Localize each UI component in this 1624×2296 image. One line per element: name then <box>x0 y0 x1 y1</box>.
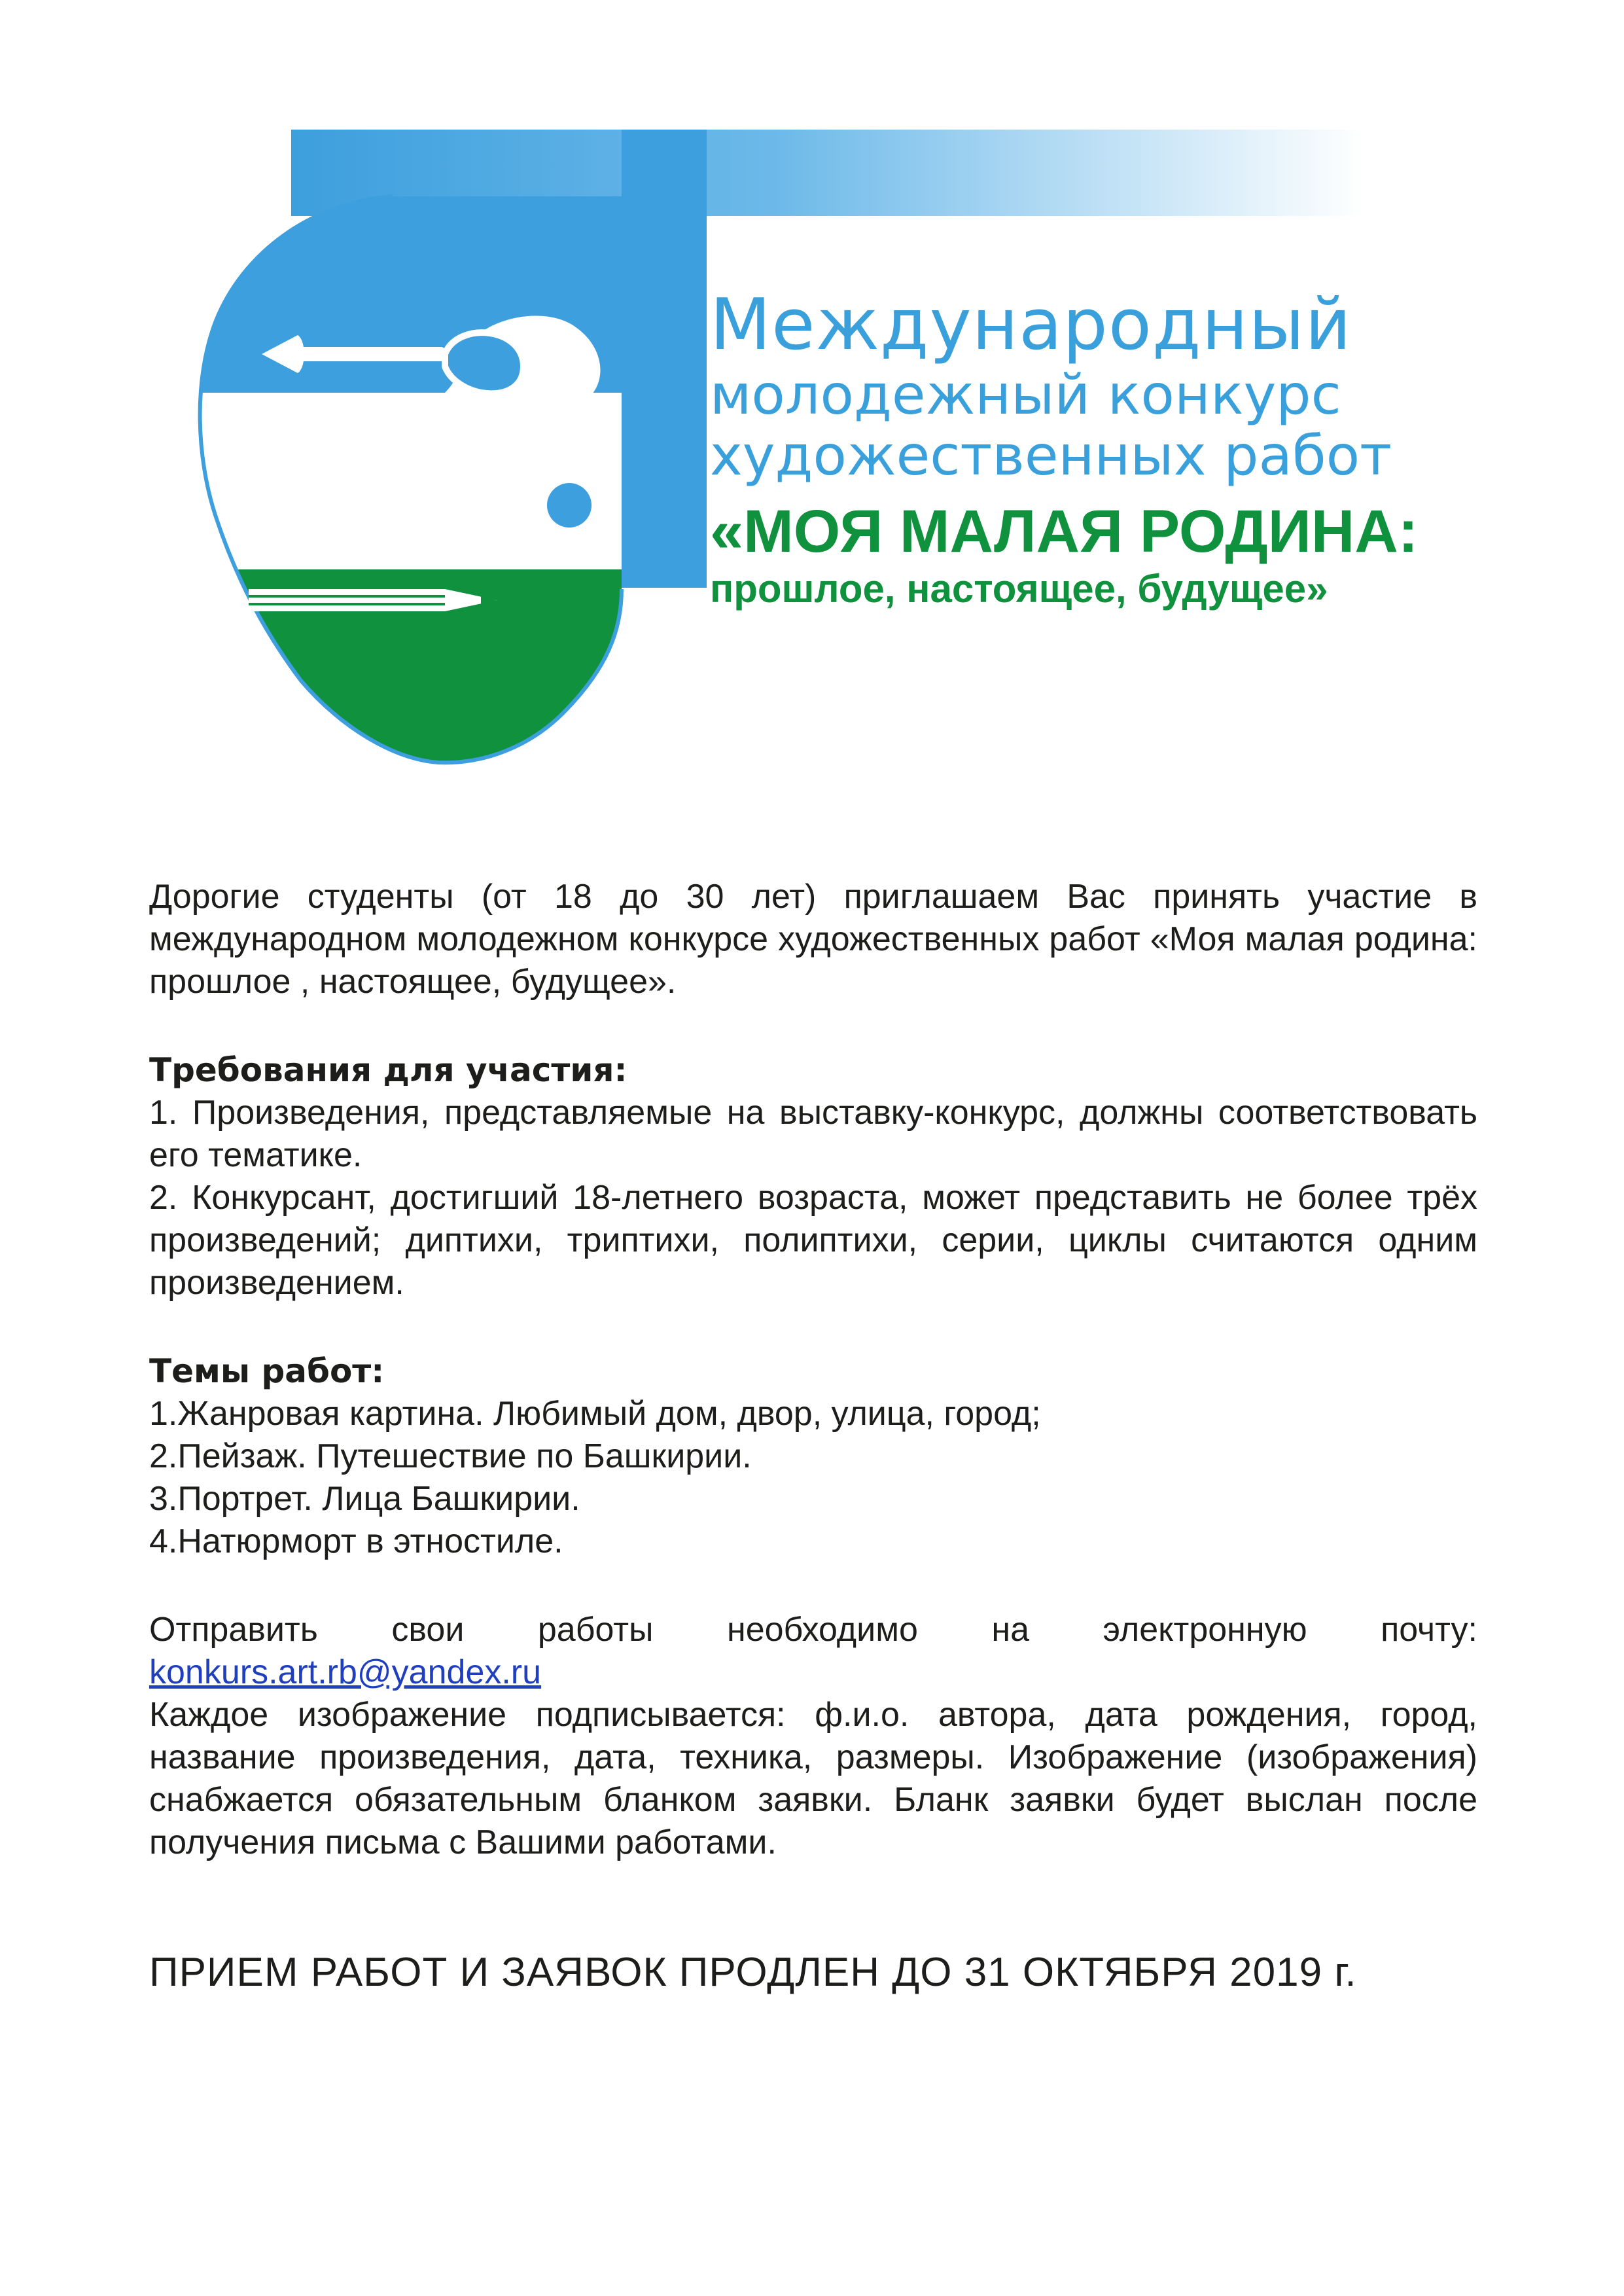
requirement-item-2: 2. Конкурсант, достигший 18-летнего возраста, может представить не более трёх произведений; диптихи, триптихи, полиптихи, серии, циклы считаются одним произведением. <box>149 1179 1477 1302</box>
emblem-stem <box>622 130 707 588</box>
theme-item-4: 4.Натюрморт в этностиле. <box>149 1522 563 1560</box>
heading-contest-subtitle: прошлое, настоящее, будущее» <box>710 566 1328 611</box>
pencil-icon <box>249 589 497 611</box>
requirement-item-1: 1. Произведения, представляемые на выставку-конкурс, должны соответствовать его тематике. <box>149 1094 1477 1174</box>
email-link[interactable]: konkurs.art.rb@yandex.ru <box>149 1653 542 1691</box>
theme-item-1: 1.Жанровая картина. Любимый дом, двор, улица, город; <box>149 1395 1041 1433</box>
document-body <box>149 876 1477 1864</box>
heading-line-youth-contest: молодежный конкурс <box>710 363 1341 427</box>
intro-paragraph: Дорогие студенты (от 18 до 30 лет) приглашаем Вас принять участие в международном молодежном конкурсе художественных работ «Моя малая родина: прошлое , настоящее, будущее». <box>149 878 1477 1001</box>
heading-line-international: Международный <box>710 284 1352 366</box>
heading-line-art-works: художественных работ <box>710 423 1392 488</box>
theme-item-3: 3.Портрет. Лица Башкирии. <box>149 1480 580 1518</box>
requirements-title: Требования для участия: <box>149 1051 627 1089</box>
submission-text: Отправить свои работы необходимо на электронную почту: <box>149 1611 1477 1649</box>
palette-hole <box>547 483 591 528</box>
heading-contest-title: «МОЯ МАЛАЯ РОДИНА: <box>710 497 1419 565</box>
contest-heading <box>710 284 1482 611</box>
themes-title: Темы работ: <box>149 1352 385 1390</box>
deadline-notice: ПРИЕМ РАБОТ И ЗАЯВОК ПРОДЛЕН ДО 31 ОКТЯБРЯ 2019 г. <box>149 1950 1357 1995</box>
submission-details: Каждое изображение подписывается: ф.и.о. автора, дата рождения, город, название произведения, дата, техника, размеры. Изображение (изображения) снабжается обязательным бланком заявки. Бланк заявки будет выслан после получения письма с Вашими работами. <box>149 1696 1477 1861</box>
theme-item-2: 2.Пейзаж. Путешествие по Башкирии. <box>149 1437 752 1475</box>
